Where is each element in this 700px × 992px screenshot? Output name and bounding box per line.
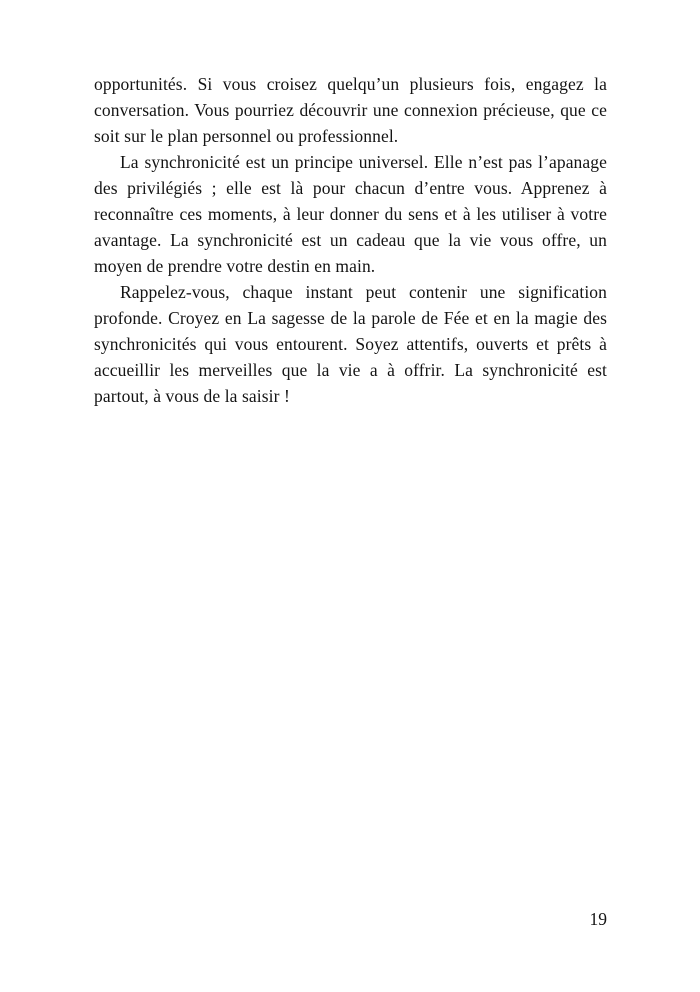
page-footer <box>94 906 607 932</box>
paragraph-continuation: opportunités. Si vous croisez quelqu’un plusieurs fois, engagez la conversation. Vous pourriez découvrir une connexion précieuse, que ce soit sur le plan personnel ou professionnel. <box>94 74 607 146</box>
paragraph: Rappelez-vous, chaque instant peut contenir une signification profonde. Croyez en La sagesse de la parole de Fée et en la magie des synchronicités qui vous entourent. Soyez attentifs, ouverts et prêts à accueillir les merveilles que la vie a à offrir. La synchronicité est partout, à vous de la saisir ! <box>94 282 607 406</box>
page-number: 19 <box>589 909 607 929</box>
page-text-block <box>94 71 607 409</box>
paragraph: La synchronicité est un principe universel. Elle n’est pas l’apanage des privilégiés ; elle est là pour chacun d’entre vous. Apprenez à reconnaître ces moments, à leur donner du sens et à les utiliser à votre avantage. La synchronicité est un cadeau que la vie vous offre, un moyen de prendre votre destin en main. <box>94 152 607 276</box>
